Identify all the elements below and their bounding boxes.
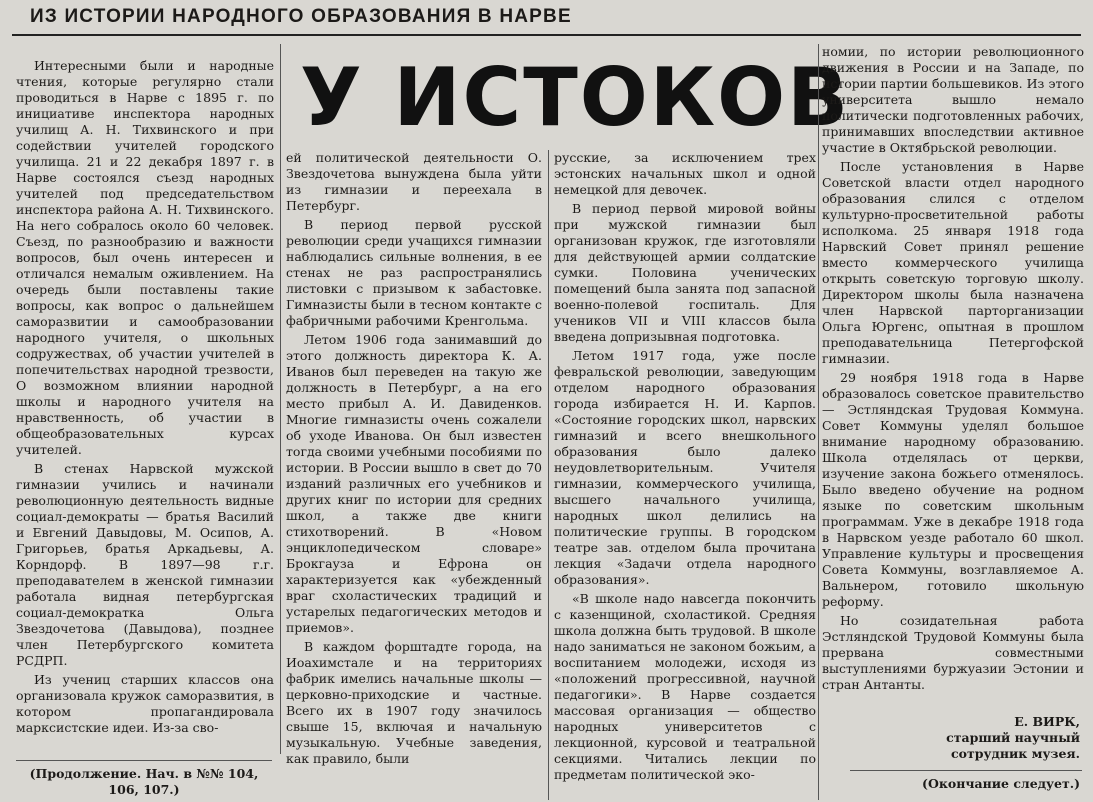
header-rule xyxy=(12,34,1081,36)
paragraph: ей политической деятельности О. Звездочетова вынуждена была уйти из гимназии и переехала в Петербург. xyxy=(286,150,542,213)
author-position-line-1: старший научный xyxy=(946,730,1080,745)
paragraph: Из учениц старших классов она организовала кружок саморазвития, в котором пропагандировала марксистские идеи. Из-за сво- xyxy=(16,672,274,735)
to-be-continued-note: (Окончание следует.) xyxy=(922,776,1080,791)
paragraph: Летом 1917 года, уже после февральской революции, заведующим отделом народного образования города избирается Н. И. Карпов. «Состояние городских школ, нарвских гимназий и всего внешкольного образования было далеко неудовлетворительным. Учителя гимназии, коммерческого училища, высшего начального училища, народных школ делились на политические группы. В городском театре зав. отделом была прочитана лекция «Задачи отдела народного образования». xyxy=(554,348,816,587)
paragraph: 29 ноября 1918 года в Нарве образовалось советское правительство — Эстляндская Трудовая Коммуна. Совет Коммуны уделял большое внимание народному образованию. Школа отделялась от церкви, изучение закона божьего отменялось. Было введено обучение на родном языке по советским школьным программам. Уже в декабре 1918 года в Нарвском уезде работало 60 школ. Управление культуры и просвещения Совета Коммуны, возглавляемое А. Вальнером, готовило школьную реформу. xyxy=(822,370,1084,609)
header-bar xyxy=(0,0,1093,40)
column-divider xyxy=(548,150,549,800)
article-column-2 xyxy=(286,150,542,798)
paragraph: После установления в Нарве Советской власти отдел народного образования слился с отделом культурно-просветительной работы исполкома. 25 января 1918 года Нарвский Совет принял решение вместо коммерческого училища открыть советскую торговую школу. Директором школы была назначена член Нарвской парторганизации Ольга Юргенс, опытная в прошлом преподавательница Петергофской гимназии. xyxy=(822,159,1084,366)
author-name: Е. ВИРК, xyxy=(1014,714,1080,729)
article-title: У ИСТОКОВ xyxy=(300,51,851,144)
paragraph: В каждом форштадте города, на Иоахимстале и на территориях фабрик имелись начальные школы — церковно-приходские и частные. Всего их в 1907 году значилось свыше 15, включая и начальную музыкальную. Учебные заведения, как правило, были xyxy=(286,639,542,766)
paragraph: русские, за исключением трех эстонских начальных школ и одной немецкой для девочек. xyxy=(554,150,816,197)
continuation-note: (Продолжение. Нач. в №№ 104, 106, 107.) xyxy=(29,766,259,797)
article-column-1 xyxy=(16,58,274,758)
paragraph: В стенах Нарвской мужской гимназии учились и начинали революционную деятельность видные социал-демократы — братья Василий и Евгений Давыдовы, М. Осипов, А. Григорьев, братья Аркадьевы, А. Корндорф. В 1897—98 г.г. преподавателем в женской гимназии работала видная петербургская социал-демократка Ольга Звездочетова (Давыдова), позднее член Петербургского комитета РСДРП. xyxy=(16,461,274,668)
continuation-rule xyxy=(16,760,272,761)
paragraph: «В школе надо навсегда покончить с казенщиной, схоластикой. Средняя школа должна быть трудовой. В школе надо заниматься не законом божьим, а воспитанием молодежи, исходя из «положений прогрессивной, научной педагогики». В Нарве создается массовая организация — общество народных университетов с лекционной, курсовой и театральной секциями. Читались лекции по предметам политической эко- xyxy=(554,591,816,782)
article-column-4 xyxy=(822,44,1084,694)
paragraph: В период первой русской революции среди учащихся гимназии наблюдались сильные волнения, в ее стенах не раз распространялись листовки с призывом к забастовке. Гимназисты были в тесном контакте с фабричными рабочими Кренгольма. xyxy=(286,217,542,328)
paragraph: Летом 1906 года занимавший до этого должность директора К. А. Иванов был переведен на такую же должность в Петербург, а на его место прибыл А. И. Давиденков. Многие гимназисты очень сожалели об уходе Иванова. Он был известен тогда своими учебными пособиями по истории. В России вышло в свет до 70 изданий различных его учебников и других книг по истории для средних школ, а также две книги стихотворений. В «Новом энциклопедическом словаре» Брокгауза и Ефрона он характеризуется как «убежденный враг схоластических традиций и устарелых педагогических методов и приемов». xyxy=(286,332,542,635)
paragraph: Но созидательная работа Эстляндской Трудовой Коммуны была прервана совместными выступлениями буржуазии Эстонии и стран Антанты. xyxy=(822,613,1084,692)
column-divider xyxy=(280,44,281,754)
paragraph: Интересными были и народные чтения, которые регулярно стали проводиться в Нарве с 1895 г. по инициативе инспектора народных училищ А. Н. Тихвинского и при содействии учителей городского училища. 21 и 22 декабря 1897 г. в Нарве состоялся съезд народных учителей под председательством инспектора района А. Н. Тихвинского. На него собралось около 60 человек. Съезд, по разнообразию и важности вопросов, был очень интересен и отличался немалым оживлением. На очередь были поставлены такие вопросы, как вопрос о дальнейшем саморазвитии и самообразовании народного учителя, о школьных содружествах, об участии учителей в попечительствах народной трезвости, О возможном влиянии народной школы и народного учителя на нравственность, об участии в общеобразовательных курсах учителей. xyxy=(16,58,274,457)
section-header: ИЗ ИСТОРИИ НАРОДНОГО ОБРАЗОВАНИЯ В НАРВЕ xyxy=(30,6,572,27)
author-signature xyxy=(880,714,1080,762)
column-divider xyxy=(818,44,819,800)
article-column-3 xyxy=(554,150,816,798)
to-be-continued-rule xyxy=(850,770,1082,771)
paragraph: В период первой мировой войны при мужской гимназии был организован кружок, где изготовляли для действующей армии солдатские сумки. Половина ученических помещений была занята под запасной военно-полевой госпиталь. Для учеников VII и VIII классов была введена допризывная подготовка. xyxy=(554,201,816,344)
author-position-line-2: сотрудник музея. xyxy=(951,746,1080,761)
paragraph: номии, по истории революционного движения в России и на Западе, по истории партии большевиков. Из этого университета вышло немало политически подготовленных рабочих, принимавших впоследствии активное участие в Октябрьской революции. xyxy=(822,44,1084,155)
